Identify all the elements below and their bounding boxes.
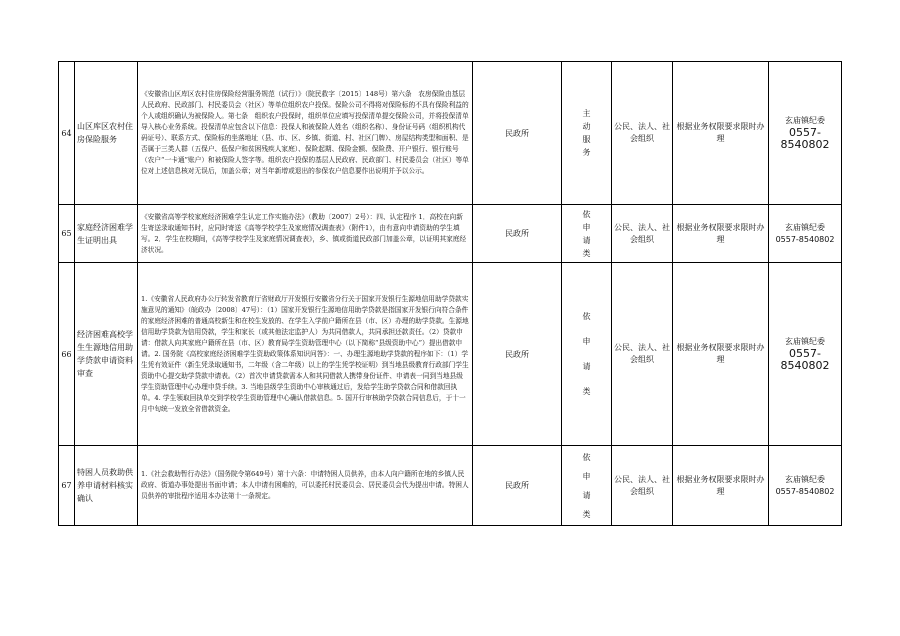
service-object: 公民、法人、社会组织 [612,263,673,446]
service-mode-text: 依申请类 [582,209,591,258]
supervision-phone: 0557-8540802 [780,347,830,372]
row-number: 64 [59,62,75,205]
supervision-name: 玄庙镇纪委 [785,337,825,346]
service-object: 公民、法人、社会组织 [612,446,673,526]
time-limit: 根据业务权限要求限时办理 [673,62,769,205]
service-mode [562,205,612,263]
legal-basis-text: 1.《安徽省人民政府办公厅转发省教育厅省财政厅开发银行安徽省分行关于国家开发银行生源地信用助学贷款实施意见的通知》（皖政办〔2008〕47号）：（1）国家开发银行生源地信用助学贷款是指国家开发银行向符合条件的家庭经济困难的普通高校新生和在校生发放的、在学生入学前户籍所在县（市、区）办理的助学贷款。生源地信用助学贷款为信用贷款，学生和家长（或其他法定监护人）为共同借款人，共同承担还款责任。（2）贷款申请：借款人向其家庭户籍所在县（市、区）教育局学生资助管理中心（以下简称“县级资助中心”）提出借款申请。2. 国务院《高校家庭经济困难学生资助政策体系知识问答》：一、办理生源地助学贷款的程序如下：（1）学生凭有效证件（新生凭录取通知书，二年级（含二年级）以上的学生凭学校证明）到当地县级教育行政部门学生资助中心提交助学贷款申请表。（2）首次申请贷款需本人和其同借款人携带身份证件、申请表一同到当地县级学生资助管理中心办理申贷手续。3. 当地县级学生资助中心审核通过后，发给学生助学贷款合同和借款回执单。4. 学生领取回执单交到学校学生资助管理中心确认借款信息。5. 国开行审核助学贷款合同信息后，于十一月中旬统一发放全省借款资金。 [141,294,469,413]
item-name: 家庭经济困难学生证明出具 [75,205,138,263]
time-limit: 根据业务权限要求限时办理 [673,263,769,446]
responsible-dept: 民政所 [473,446,562,526]
service-mode-text: 依申请类 [582,312,591,396]
service-mode [562,263,612,446]
service-mode [562,62,612,205]
service-object: 公民、法人、社会组织 [612,205,673,263]
supervision [769,62,842,205]
supervision [769,205,842,263]
table-row [59,62,842,205]
row-number: 66 [59,263,75,446]
supervision [769,263,842,446]
item-name: 山区库区农村住房保险服务 [75,62,138,205]
supervision-phone: 0557-8540802 [780,126,830,151]
time-limit: 根据业务权限要求限时办理 [673,446,769,526]
table-row [59,446,842,526]
supervision-name: 玄庙镇纪委 [785,474,825,484]
responsible-dept: 民政所 [473,263,562,446]
legal-basis [138,62,473,205]
supervision-name: 玄庙镇纪委 [785,116,825,125]
legal-basis-text: 《安徽省高等学校家庭经济困难学生认定工作实施办法》（教助〔2007〕2号）：四、认定程序 1．高校在向新生寄送录取通知书时，应同时寄送《高等学校学生及家庭情况调查表》（附件1），由有意向申请资助的学生填写。2．学生在校期间，《高等学校学生及家庭情况调查表》，乡、镇或街道民政部门加盖公章，以证明其家庭经济状况。 [141,212,467,254]
item-name: 特困人员救助供养申请材料核实确认 [75,446,138,526]
supervision-name: 玄庙镇纪委 [785,222,825,232]
service-mode-text: 主动服务 [582,109,591,157]
supervision [769,446,842,526]
legal-basis-text: 《安徽省山区库区农村住房保险经营服务规范（试行）》（院民救字〔2015〕148号）第六条 农房保险由基层人民政府、民政部门、村民委员会（社区）等单位组织农户投保。保险公司不得将对保险标的不具有保险利益的个人或组织确认为被保险人。第七条 组织农户投保时，组织单位应填写投保清单提交保险公司，并将投保清单导入核心业务系统。投保清单应包含以下信息：投保人和被保险人姓名（组织名称）、身份证号码（组织机构代码证号）、联系方式、保险标的坐落地址（县、市、区、乡镇、街道、村、社区门牌）、房屋结构类型和面积、是否属于三类人群（五保户、低保户和贫困残疾人家庭）、保险起期、保险金额、保险费、开户银行、银行账号（农户“一卡通”账户）和被保险人签字等。组织农户投保的基层人民政府、民政部门、村民委员会（社区）等单位对上述信息核对无误后，加盖公章；对当年新增或退出的参保农户信息要作出说明并予以公示。 [141,90,469,175]
legal-basis-text: 1.《社会救助暂行办法》（国务院令第649号）第十六条：申请特困人员供养，由本人向户籍所在地的乡镇人民政府、街道办事处提出书面申请；本人申请有困难的，可以委托村民委员会、居民委员会代为提出申请。特困人员供养的审批程序适用本办法第十一条规定。 [141,470,469,500]
service-list-table [58,61,842,526]
supervision-phone: 0557-8540802 [775,486,835,496]
supervision-phone: 0557-8540802 [775,234,835,244]
time-limit: 根据业务权限要求限时办理 [673,205,769,263]
row-number: 65 [59,205,75,263]
table-row [59,205,842,263]
responsible-dept: 民政所 [473,62,562,205]
service-mode [562,446,612,526]
service-mode-text: 依申请类 [582,452,591,519]
legal-basis [138,446,473,526]
legal-basis [138,205,473,263]
row-number: 67 [59,446,75,526]
item-name: 经济困难高校学生生源地信用助学贷款申请资料审查 [75,263,138,446]
responsible-dept: 民政所 [473,205,562,263]
legal-basis [138,263,473,446]
service-object: 公民、法人、社会组织 [612,62,673,205]
table-row [59,263,842,446]
